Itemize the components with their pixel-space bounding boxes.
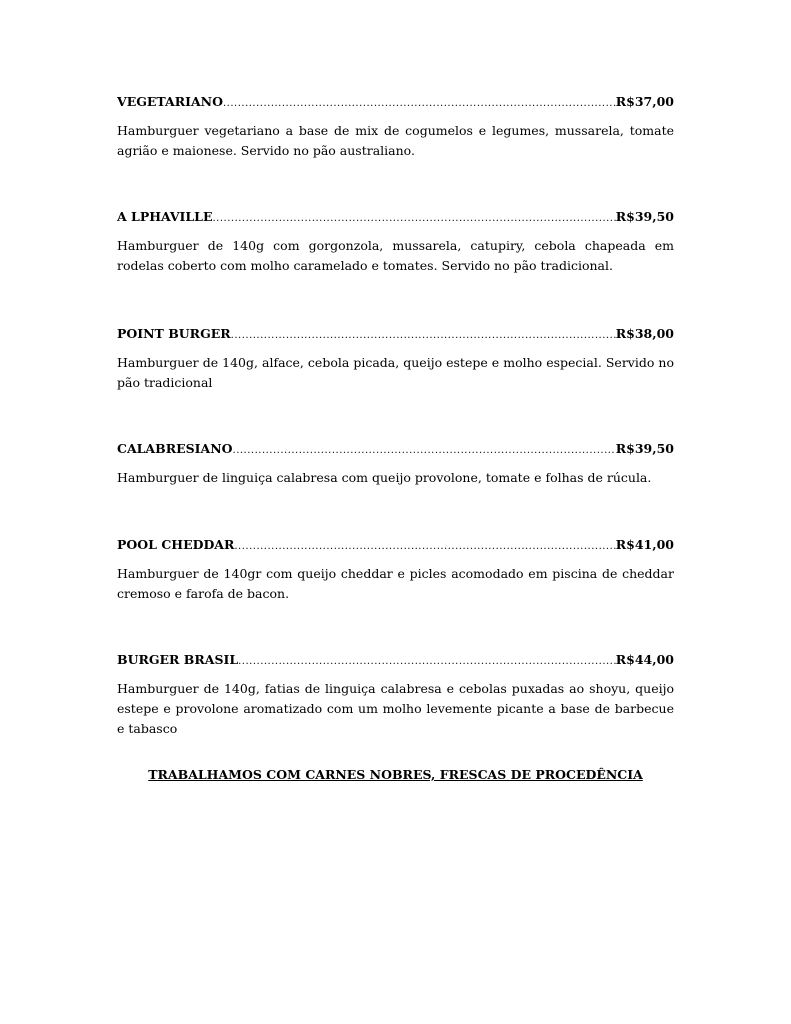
dot-leader <box>231 329 616 343</box>
footer-note: TRABALHAMOS COM CARNES NOBRES, FRESCAS DE PROCEDÊNCIA <box>148 767 643 782</box>
item-price: R$39,50 <box>615 441 674 456</box>
menu-item-pool-cheddar <box>117 536 674 604</box>
item-name: CALABRESIANO <box>117 441 233 456</box>
dot-leader <box>213 212 616 226</box>
menu-item-alphaville <box>117 208 674 276</box>
item-header <box>117 325 674 343</box>
dot-leader <box>234 540 615 554</box>
item-price: R$39,50 <box>615 209 674 224</box>
item-description: Hamburguer de 140g, fatias de linguiça calabresa e cebolas puxadas ao shoyu, queijo estepe e provolone aromatizado com um molho levemente picante a base de barbecue e tabasco <box>117 681 674 736</box>
item-description: Hamburguer de linguiça calabresa com queijo provolone, tomate e folhas de rúcula. <box>117 470 652 485</box>
item-description: Hamburguer de 140g, alface, cebola picada, queijo estepe e molho especial. Servido no pão tradicional <box>117 355 674 390</box>
item-description: Hamburguer vegetariano a base de mix de cogumelos e legumes, mussarela, tomate agrião e maionese. Servido no pão australiano. <box>117 123 674 158</box>
item-price: R$38,00 <box>615 326 674 341</box>
menu-item-burger-brasil <box>117 651 674 739</box>
item-header <box>117 93 674 111</box>
item-description: Hamburguer de 140g com gorgonzola, mussarela, catupiry, cebola chapeada em rodelas coberto com molho caramelado e tomates. Servido no pão tradicional. <box>117 238 674 273</box>
item-header <box>117 651 674 669</box>
item-name: A LPHAVILLE <box>117 209 213 224</box>
dot-leader <box>233 444 616 458</box>
item-name: BURGER BRASIL <box>117 652 239 667</box>
menu-item-point-burger <box>117 325 674 393</box>
item-price: R$37,00 <box>615 94 674 109</box>
item-name: POINT BURGER <box>117 326 231 341</box>
dot-leader <box>223 97 616 111</box>
item-header <box>117 208 674 226</box>
item-name: POOL CHEDDAR <box>117 537 235 552</box>
menu-item-vegetariano <box>117 93 674 161</box>
item-description: Hamburguer de 140gr com queijo cheddar e picles acomodado em piscina de cheddar cremoso e farofa de bacon. <box>117 566 674 601</box>
menu-item-calabresiano <box>117 440 674 488</box>
dot-leader <box>238 655 616 669</box>
item-price: R$44,00 <box>615 652 674 667</box>
item-name: VEGETARIANO <box>117 94 223 109</box>
item-price: R$41,00 <box>615 537 674 552</box>
item-header <box>117 536 674 554</box>
item-header <box>117 440 674 458</box>
